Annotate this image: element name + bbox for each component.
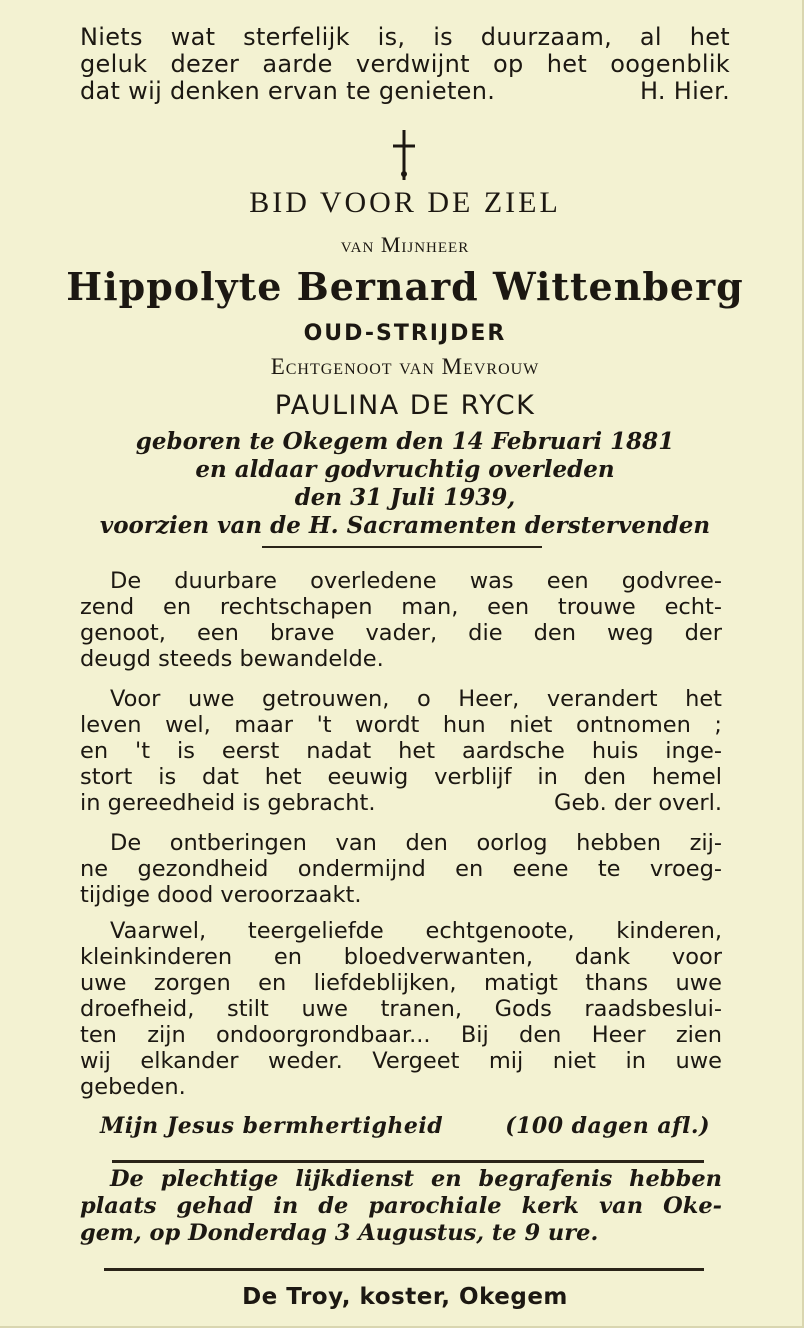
scripture-source: Geb. der overl. — [554, 790, 722, 816]
honorific: van Mijnheer — [340, 232, 470, 257]
paragraph-line: in gereedheid is gebracht. — [80, 790, 376, 816]
paragraph-scripture — [80, 686, 722, 816]
paragraph-line: gebeden. — [80, 1074, 186, 1100]
paragraph-line: deugd steeds bewandelde. — [80, 646, 384, 672]
spouse-label: Echtgenoot van Mevrouw — [270, 354, 540, 379]
divider — [104, 1268, 704, 1271]
spouse-name: PAULINA DE RYCK — [274, 390, 536, 421]
paragraph-line: De duurbare overledene was een godvree- — [110, 568, 722, 594]
life-dates — [60, 428, 750, 540]
paragraph-line: ne gezondheid ondermijnd en eene te vroeg- — [80, 856, 722, 882]
prayer-request: BID VOOR DE ZIEL — [249, 186, 561, 219]
quote-line: dat wij denken ervan te genieten. — [80, 77, 496, 105]
paragraph-war — [80, 830, 722, 908]
paragraph-line: ten zijn ondoorgrondbaar... Bij den Heer zien — [80, 1022, 722, 1048]
paragraph-line: wij elkander weder. Vergeet mij niet in uwe — [80, 1048, 722, 1074]
paragraph-line: stort is dat het eeuwig verblijf in den hemel — [80, 764, 722, 790]
paragraph-line: De ontberingen van den oorlog hebben zij- — [110, 830, 722, 856]
funeral-line: De plechtige lijkdienst en begrafenis hebben — [110, 1166, 722, 1192]
cross-icon — [384, 128, 424, 182]
dates-line: den 31 Juli 1939, — [294, 484, 516, 511]
prayer-indulgence: (100 dagen afl.) — [505, 1113, 710, 1139]
paragraph-line: zend en rechtschapen man, een trouwe echt- — [80, 594, 722, 620]
quote-author: H. Hier. — [639, 77, 730, 105]
paragraph-line: Vaarwel, teergeliefde echtgenoote, kinderen, — [110, 918, 722, 944]
paragraph-line: kleinkinderen en bloedverwanten, dank voor — [80, 944, 722, 970]
paragraph-line: leven wel, maar 't wordt hun niet ontnomen ; — [80, 712, 722, 738]
paragraph-line: en 't is eerst nadat het aardsche huis inge- — [80, 738, 722, 764]
funeral-notice — [80, 1166, 722, 1247]
quote-line: geluk dezer aarde verdwijnt op het oogenblik — [80, 50, 730, 78]
paragraph-line: Voor uwe getrouwen, o Heer, verandert het — [110, 686, 722, 712]
divider — [112, 1160, 704, 1163]
prayer-text: Mijn Jesus bermhertigheid — [100, 1113, 444, 1139]
indulgence-prayer — [100, 1113, 710, 1139]
dates-line: geboren te Okegem den 14 Februari 1881 — [135, 428, 675, 455]
funeral-line: plaats gehad in de parochiale kerk van Oke- — [80, 1193, 722, 1219]
deceased-name: Hippolyte Bernard Wittenberg — [66, 264, 744, 309]
dates-line: voorzien van de H. Sacramenten derstervenden — [99, 512, 711, 539]
paragraph-farewell — [80, 918, 722, 1100]
printer-credit: De Troy, koster, Okegem — [242, 1284, 568, 1310]
veteran-title: OUD-STRIJDER — [303, 321, 507, 346]
paragraph-line: uwe zorgen en liefdeblijken, matigt thans uwe — [80, 970, 722, 996]
quote-line: Niets wat sterfelijk is, is duurzaam, al het — [80, 23, 730, 51]
opening-quote — [80, 24, 730, 105]
paragraph-line-with-source — [80, 790, 722, 816]
divider — [262, 546, 542, 548]
quote-line-last — [80, 78, 730, 105]
paragraph-line: droefheid, stilt uwe tranen, Gods raadsbeslui- — [80, 996, 722, 1022]
dates-line: en aldaar godvruchtig overleden — [195, 456, 615, 483]
paragraph-line: tijdige dood veroorzaakt. — [80, 882, 362, 908]
paragraph-line: genoot, een brave vader, die den weg der — [80, 620, 722, 646]
paragraph-virtues — [80, 568, 722, 672]
funeral-line: gem, op Donderdag 3 Augustus, te 9 ure. — [80, 1220, 599, 1246]
